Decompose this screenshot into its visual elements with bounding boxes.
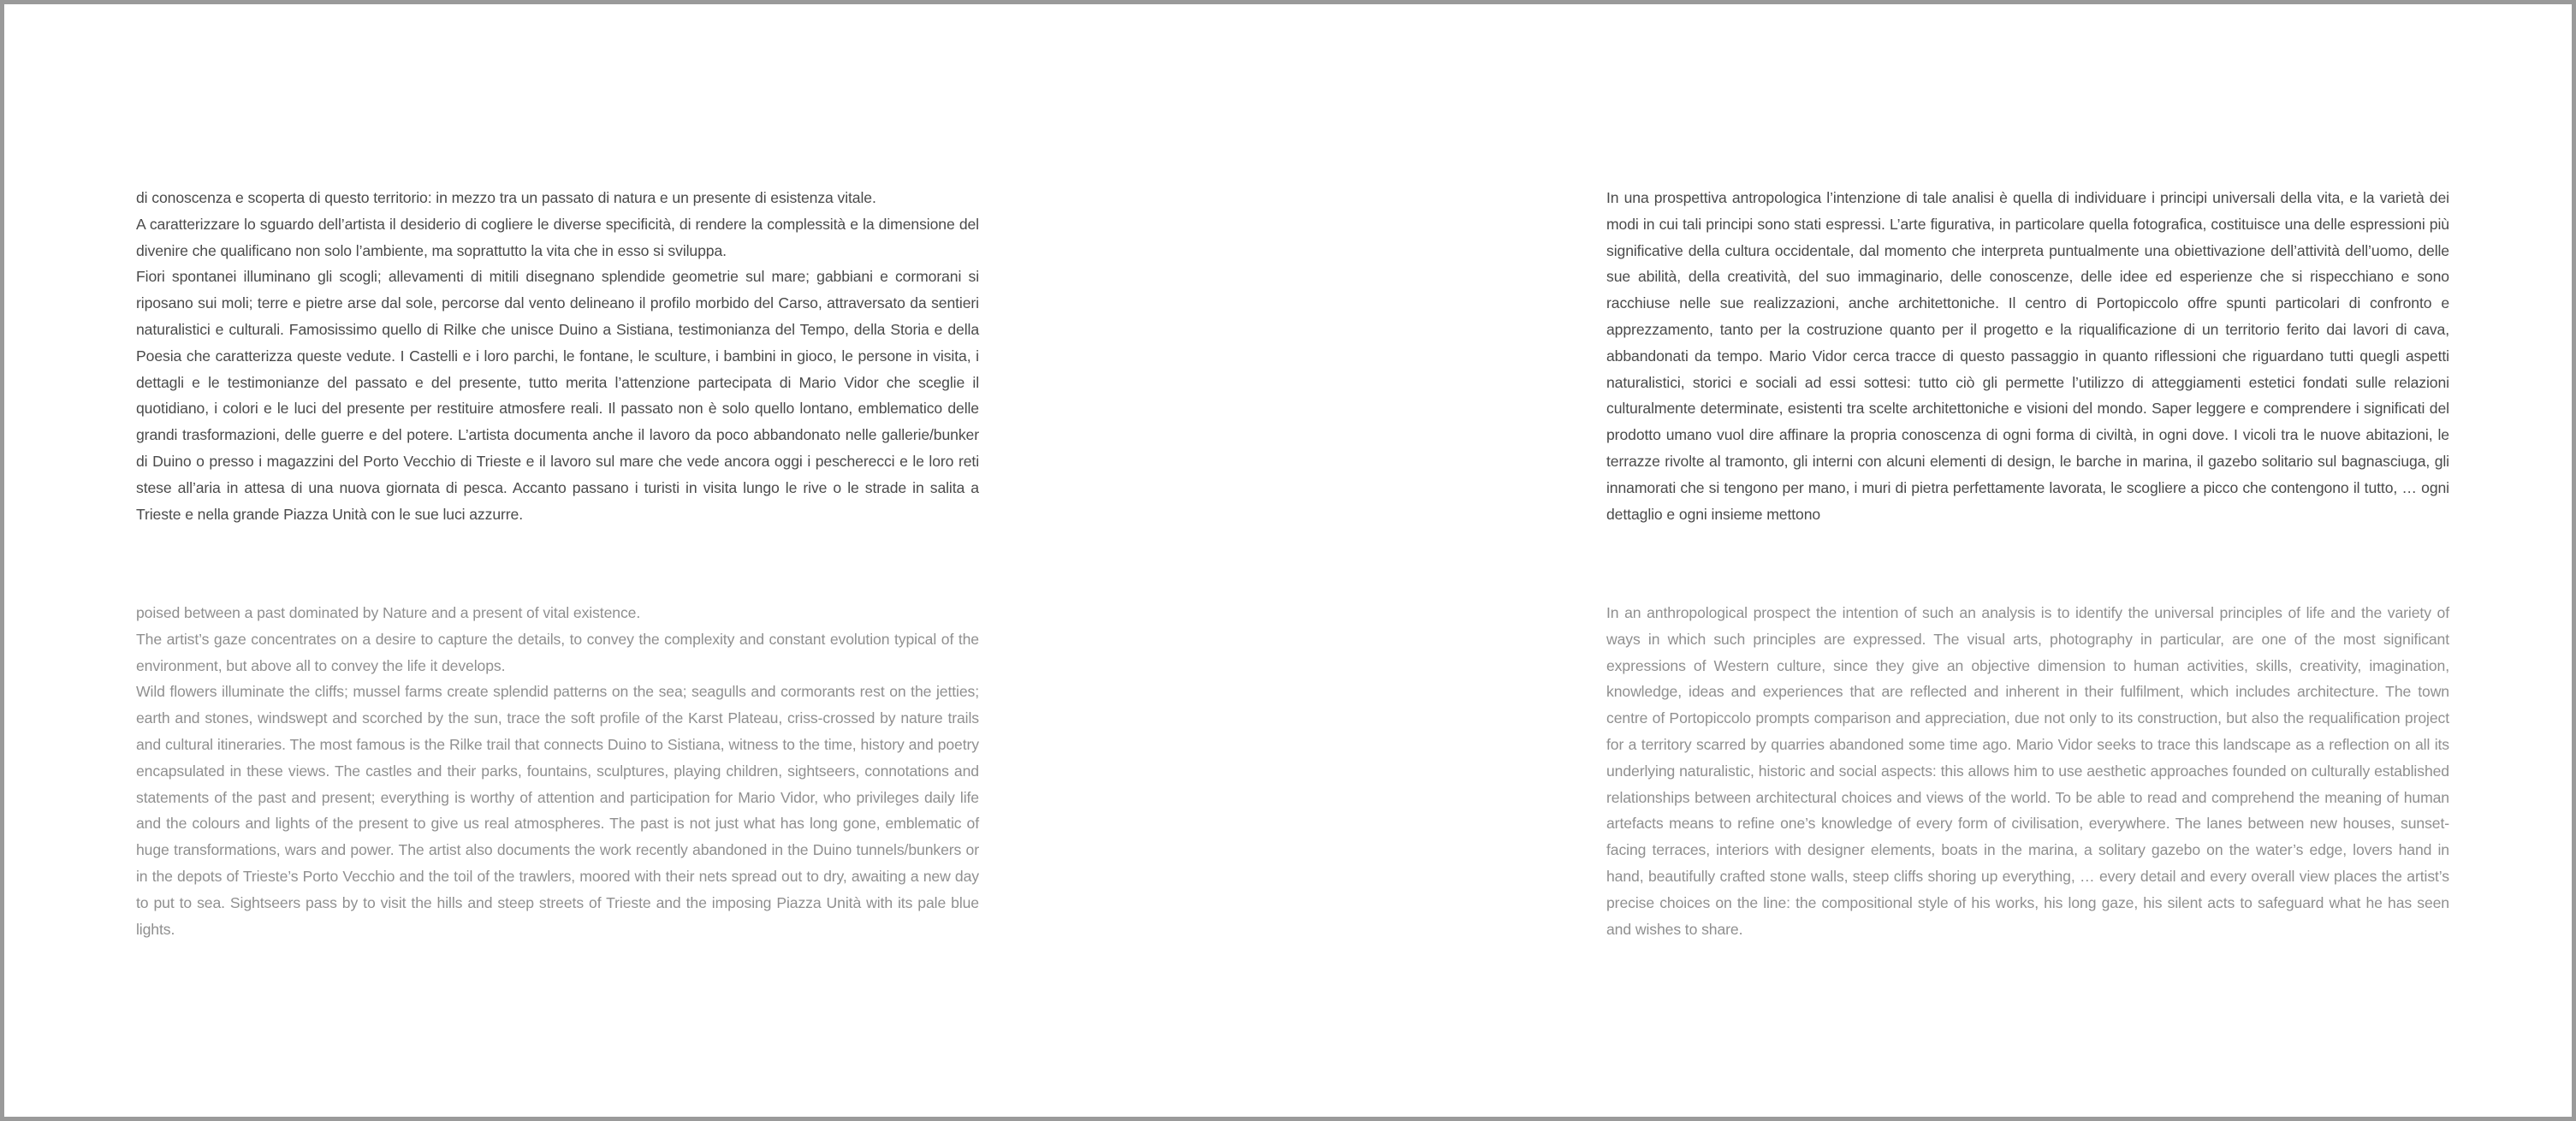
left-english-paragraph-2: The artist’s gaze concentrates on a desire to capture the details, to convey the complexity and constant evolution typical of the environment, but above all to convey the life it develops. (136, 630, 979, 674)
left-english-paragraph-1: poised between a past dominated by Nature and a present of vital existence. (136, 604, 641, 621)
right-page-italian-text (1606, 185, 2449, 527)
left-english-paragraph-3: Wild flowers illuminate the cliffs; mussel farms create splendid patterns on the sea; seagulls and cormorants rest on the jetties; earth and stones, windswept and scorched by the sun, trace the soft profile of the Karst Plateau, criss-crossed by nature trails and cultural itineraries. The most famous is the Rilke trail that connects Duino to Sistiana, witness to the time, history and poetry encapsulated in these views. The castles and their parks, fountains, sculptures, playing children, sightseers, connotations and statements of the past and present; everything is worthy of attention and participation for Mario Vidor, who privileges daily life and the colours and lights of the present to give us real atmospheres. The past is not just what has long gone, emblematic of huge transformations, wars and power. The artist also documents the work recently abandoned in the Duino tunnels/bunkers or in the depots of Trieste’s Porto Vecchio and the toil of the trawlers, moored with their nets spread out to dry, awaiting a new day to put to sea. Sightseers pass by to visit the hills and steep streets of Trieste and the imposing Piazza Unità with its pale blue lights. (136, 683, 979, 938)
left-page-italian-text (136, 185, 979, 527)
left-italian-paragraph-3: Fiori spontanei illuminano gli scogli; allevamenti di mitili disegnano splendide geometrie sul mare; gabbiani e cormorani si riposano sui moli; terre e pietre arse dal sole, percorse dal vento delineano il profilo morbido del Carso, attraversato da sentieri naturalistici e culturali. Famosissimo quello di Rilke che unisce Duino a Sistiana, testimonianza del Tempo, della Storia e della Poesia che caratterizza queste vedute. I Castelli e i loro parchi, le fontane, le sculture, i bambini in gioco, le persone in visita, i dettagli e le testimonianze del passato e del presente, tutto merita l’attenzione partecipata di Mario Vidor che sceglie il quotidiano, i colori e le luci del presente per restituire atmosfere reali. Il passato non è solo quello lontano, emblematico delle grandi trasformazioni, delle guerre e del potere. L’artista documenta anche il lavoro da poco abbandonato nelle gallerie/bunker di Duino o presso i magazzini del Porto Vecchio di Trieste e il lavoro sul mare che vede ancora oggi i pescherecci e le loro reti stese all’aria in attesa di una nuova giornata di pesca. Accanto passano i turisti in visita lungo le rive o le strade in salita a Trieste e nella grande Piazza Unità con le sue luci azzurre. (136, 268, 979, 523)
left-italian-paragraph-1: di conoscenza e scoperta di questo territorio: in mezzo tra un passato di natura e un presente di esistenza vitale. (136, 189, 876, 206)
right-english-paragraph-1: In an anthropological prospect the intention of such an analysis is to identify the universal principles of life and the variety of ways in which such principles are expressed. The visual arts, photography in particular, are one of the most significant expressions of Western culture, since they give an objective dimension to human activities, skills, creativity, imagination, knowledge, ideas and experiences that are reflected and inherent in their fulfilment, which includes architecture. The town centre of Portopiccolo prompts comparison and appreciation, due not only to its construction, but also the requalification project for a territory scarred by quarries abandoned some time ago. Mario Vidor seeks to trace this landscape as a reflection on all its underlying naturalistic, historic and social aspects: this allows him to use aesthetic approaches founded on culturally established relationships between architectural choices and views of the world. To be able to read and comprehend the meaning of human artefacts means to refine one’s knowledge of every form of civilisation, everywhere. The lanes between new houses, sunset-facing terraces, interiors with designer elements, boats in the marina, a solitary gazebo on the water’s edge, lovers hand in hand, beautifully crafted stone walls, steep cliffs shoring up everything, … every detail and every overall view places the artist’s precise choices on the line: the compositional style of his works, his long gaze, his silent acts to safeguard what he has seen and wishes to share. (1606, 604, 2449, 938)
left-italian-paragraph-2: A caratterizzare lo sguardo dell’artista il desiderio di cogliere le diverse specificità, di rendere la complessità e la dimensione del divenire che qualificano non solo l’ambiente, ma soprattutto la vita che in esso si sviluppa. (136, 215, 979, 259)
left-page-english-text (136, 600, 979, 942)
right-page-english-text (1606, 600, 2449, 942)
right-italian-paragraph-1: In una prospettiva antropologica l’intenzione di tale analisi è quella di individuare i principi universali della vita, e la varietà dei modi in cui tali principi sono stati espressi. L’arte figurativa, in particolare quella fotografica, costituisce una delle espressioni più significative della cultura occidentale, dal momento che interpreta puntualmente una obiettivazione dell’attività dell’uomo, delle sue abilità, della creatività, del suo immaginario, delle conoscenze, delle idee ed esperienze che si rispecchiano e sono racchiuse nelle sue realizzazioni, anche architettoniche. Il centro di Portopiccolo offre spunti particolari di confronto e apprezzamento, tanto per la costruzione quanto per il progetto e la riqualificazione di un territorio ferito dai lavori di cava, abbandonati da tempo. Mario Vidor cerca tracce di questo passaggio in quanto riflessioni che riguardano tutti quegli aspetti naturalistici, storici e sociali ad essi sottesi: tutto ciò gli permette l’utilizzo di atteggiamenti estetici fondati sulle relazioni culturalmente determinate, esistenti tra scelte architettoniche e visioni del mondo. Saper leggere e comprendere i significati del prodotto umano vuol dire affinare la propria conoscenza di ogni forma di civiltà, in ogni dove. I vicoli tra le nuove abitazioni, le terrazze rivolte al tramonto, gli interni con alcuni elementi di design, le barche in marina, il gazebo solitario sul bagnasciuga, gli innamorati che si tengono per mano, i muri di pietra perfettamente lavorata, le scogliere a picco che contengono il tutto, … ogni dettaglio e ogni insieme mettono (1606, 189, 2449, 523)
